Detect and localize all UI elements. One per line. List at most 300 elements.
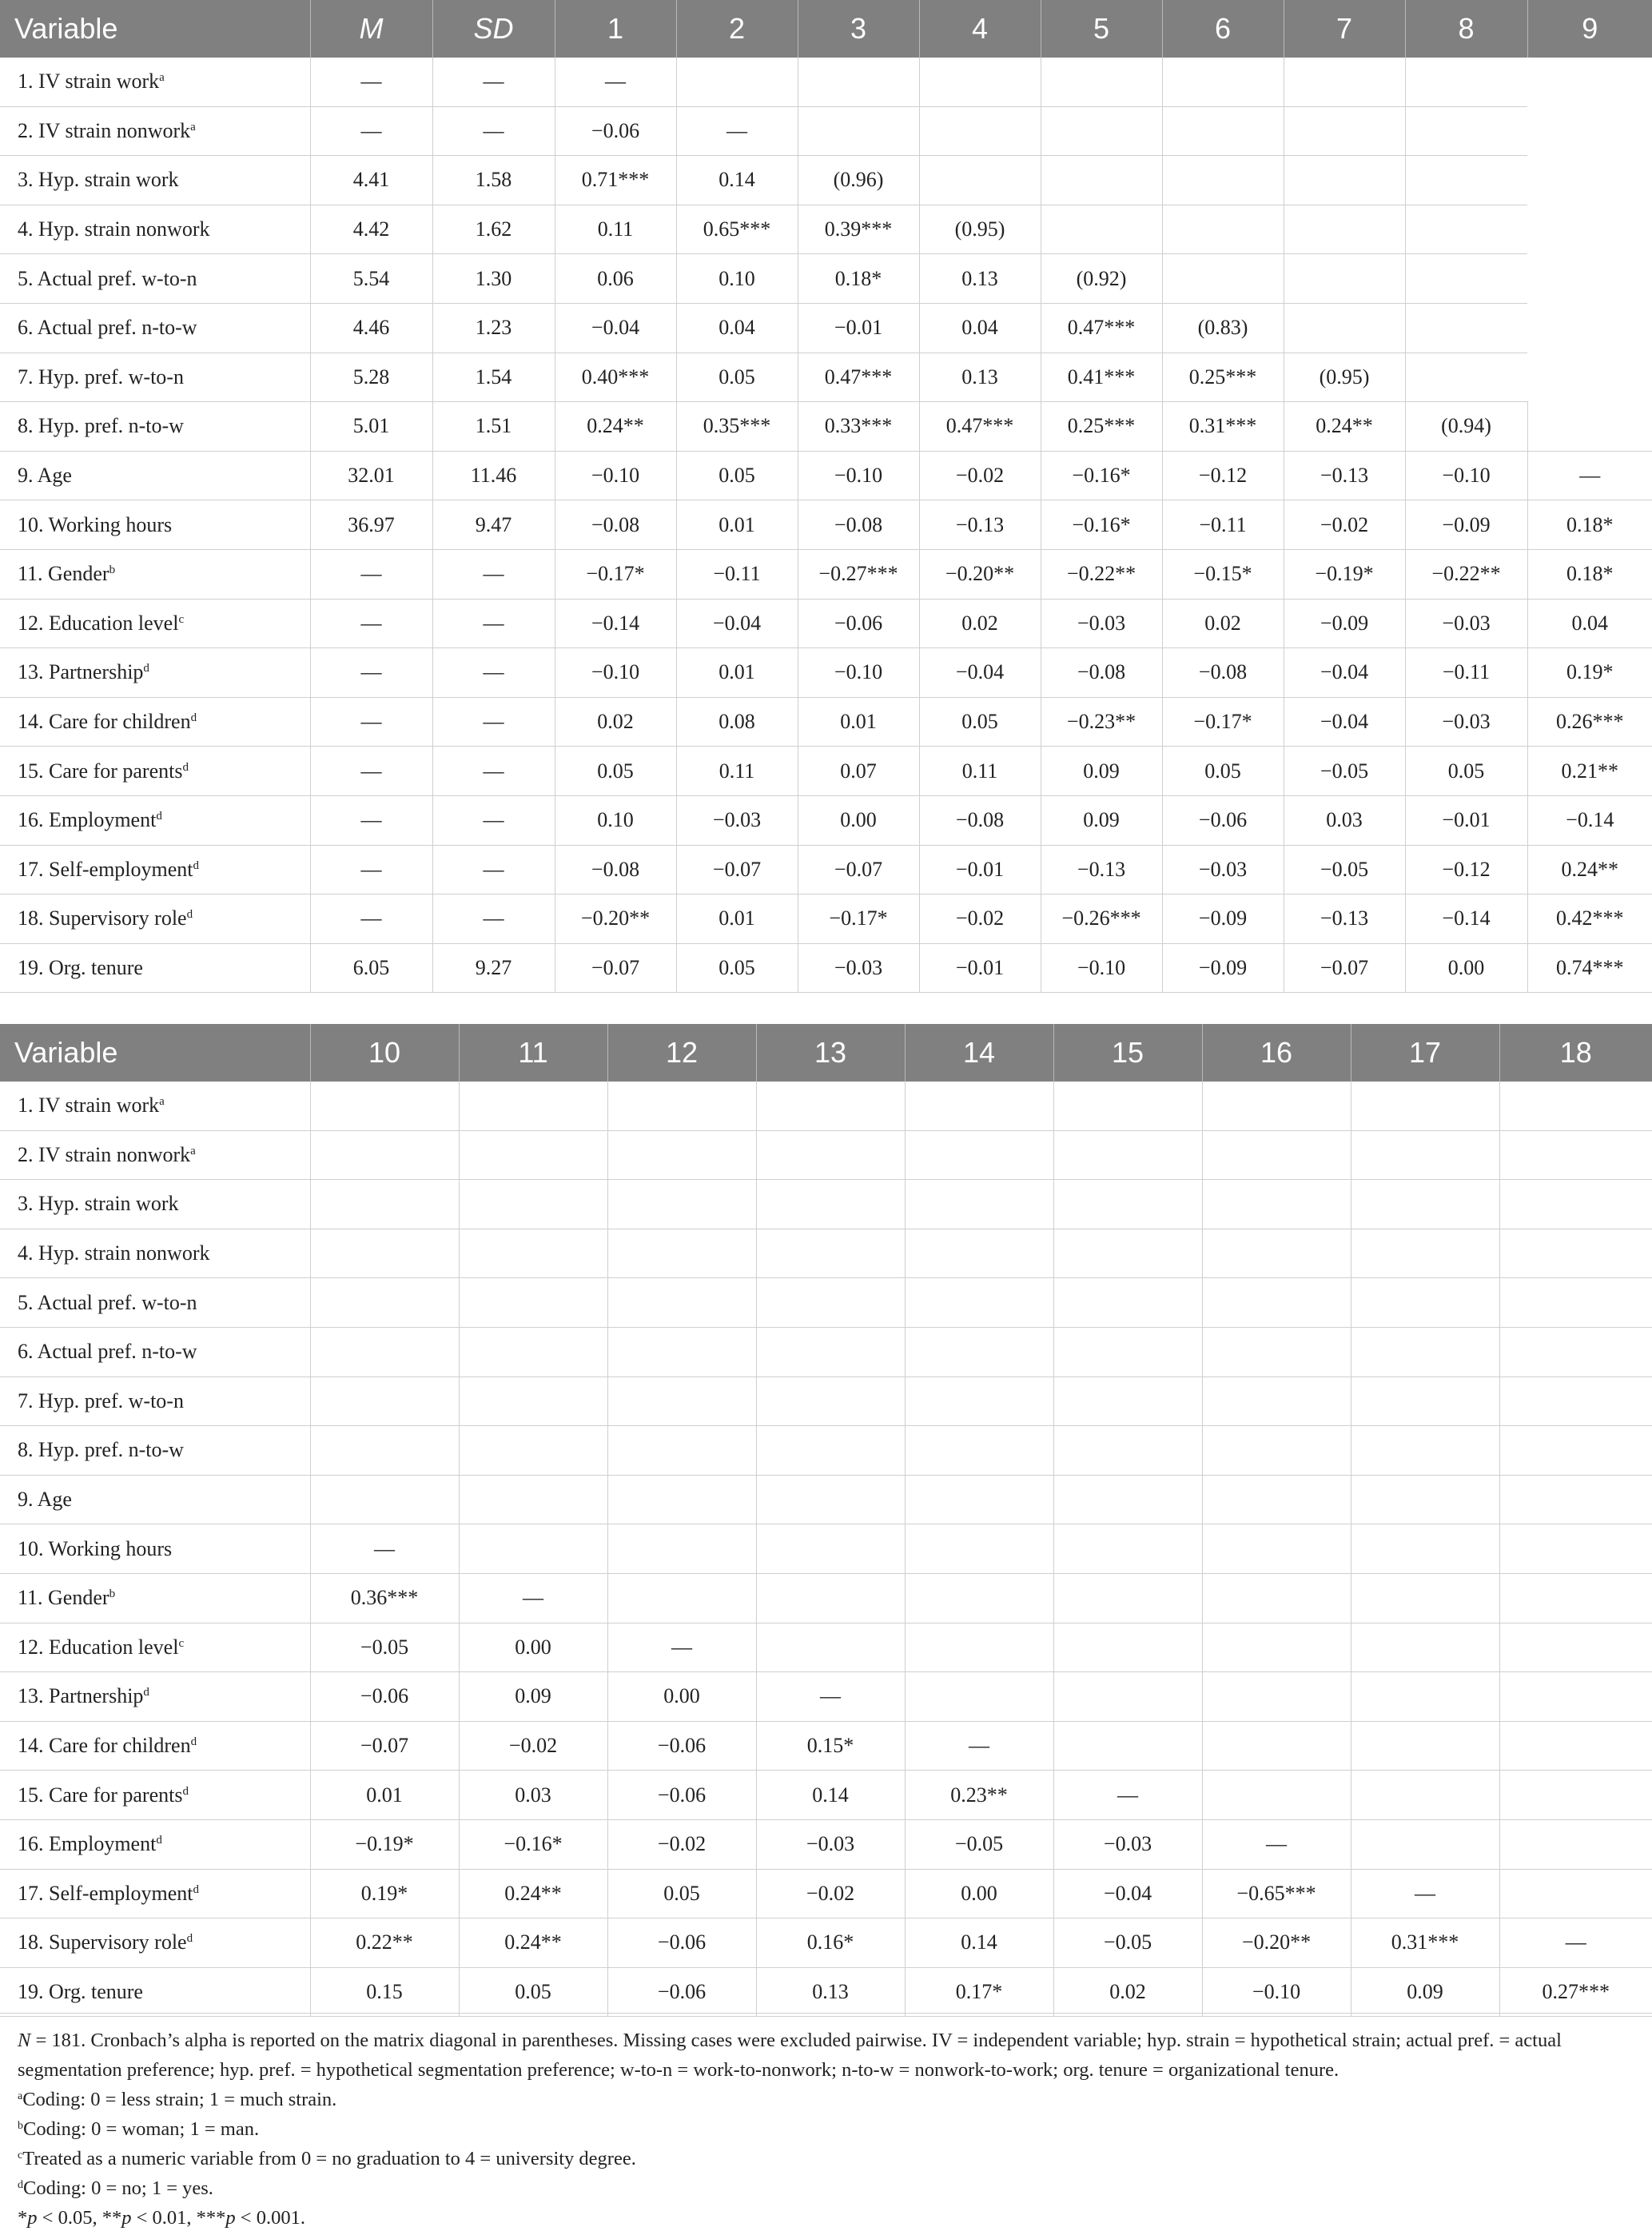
value-cell [1351,1819,1499,1869]
value-cell: 9.47 [432,500,555,550]
value-cell [1351,1327,1499,1376]
variable-name: 7. Hyp. pref. w-to-n [18,1388,184,1412]
value-cell: −0.01 [919,943,1041,993]
footnote-mark: a [159,1095,165,1109]
value-cell: −0.17* [798,894,919,944]
value-cell: −0.03 [1053,1819,1202,1869]
value-cell: −0.06 [607,1771,756,1820]
table-row [0,1082,1652,1130]
value-cell: −0.08 [919,795,1041,845]
value-cell [905,1130,1053,1180]
value-cell: 0.18* [1527,500,1652,550]
table-row [0,1524,1652,1574]
footnote-mark: c [178,612,185,626]
table-row [0,943,1652,993]
table-row [0,1721,1652,1771]
table-row [0,353,1652,402]
value-cell: −0.03 [1405,599,1527,648]
value-cell [1499,1771,1652,1820]
table-bottom-header [0,1024,1652,1082]
value-cell: 0.24** [459,1918,607,1968]
value-cell [1351,1376,1499,1426]
value-cell: (0.95) [919,205,1041,254]
value-cell: 0.74*** [1527,943,1652,993]
footnote-c [18,2144,1634,2173]
value-cell: −0.08 [798,500,919,550]
table-row [0,894,1652,944]
value-cell [1202,1229,1351,1278]
variable-name: 17. Self-employment [18,1881,193,1905]
value-cell: — [310,747,432,796]
footnote-mark: d [18,2179,23,2191]
footnote-mark: a [18,2090,23,2102]
column-header: M [310,0,432,58]
value-cell: −0.27*** [798,549,919,599]
value-cell [1202,1721,1351,1771]
value-cell [459,1130,607,1180]
value-cell: 9.27 [432,943,555,993]
value-cell [1162,205,1284,254]
table-row [0,1229,1652,1278]
value-cell: 1.23 [432,303,555,353]
value-cell [1162,254,1284,304]
value-cell [1053,1475,1202,1524]
value-cell [310,1426,459,1476]
table-row [0,402,1652,452]
value-cell [1202,1573,1351,1623]
value-cell: — [310,599,432,648]
value-cell: — [310,106,432,156]
variable-name-cell [0,254,310,304]
value-cell [607,1082,756,1130]
value-cell [1053,1229,1202,1278]
footnote-mark: d [186,908,193,922]
value-cell: (0.95) [1284,353,1405,402]
value-cell [1202,1278,1351,1328]
value-cell: −0.07 [310,1721,459,1771]
footnote-mark: b [109,1588,116,1601]
value-cell: −0.10 [1405,451,1527,500]
value-cell [607,1327,756,1376]
table-notes [18,2026,1634,2233]
footnote-mark: c [178,1636,185,1650]
column-header: 18 [1499,1024,1652,1082]
variable-name: 2. IV strain nonwork [18,1142,191,1166]
value-cell: −0.03 [798,943,919,993]
value-cell: 0.15* [756,1721,905,1771]
value-cell [1202,1180,1351,1229]
footnote-mark: c [18,2149,23,2161]
value-cell [310,1376,459,1426]
column-header: 4 [919,0,1041,58]
value-cell [1053,1426,1202,1476]
value-cell: −0.09 [1162,943,1284,993]
value-cell [1162,58,1284,106]
value-cell: −0.11 [676,549,798,599]
value-cell: 0.24** [1527,845,1652,894]
variable-name: 15. Care for parents [18,1783,183,1807]
value-cell: 0.41*** [1041,353,1162,402]
variable-name-cell [0,697,310,747]
value-cell [1351,1475,1499,1524]
variable-name: 2. IV strain nonwork [18,118,191,142]
table-row [0,1819,1652,1869]
variable-name: 15. Care for parents [18,759,183,783]
value-cell [905,1082,1053,1130]
value-cell: (0.96) [798,156,919,205]
value-cell [1053,1082,1202,1130]
variable-name: 3. Hyp. strain work [18,168,179,192]
value-cell [607,1376,756,1426]
value-cell: 1.54 [432,353,555,402]
value-cell: −0.10 [798,648,919,698]
value-cell [905,1475,1053,1524]
table-bottom-rule [0,2013,1652,2014]
value-cell [1499,1475,1652,1524]
variable-name: 11. Gender [18,562,109,586]
value-cell: — [432,58,555,106]
value-cell: −0.08 [555,500,676,550]
value-cell: (0.94) [1405,402,1527,452]
value-cell [607,1130,756,1180]
value-cell [1351,1180,1499,1229]
variable-name-cell [0,1623,310,1672]
value-cell: 0.09 [1041,747,1162,796]
value-cell: −0.14 [1405,894,1527,944]
table-row [0,1278,1652,1328]
value-cell [1499,1327,1652,1376]
footnote-mark: d [193,1882,200,1896]
value-cell: 0.65*** [676,205,798,254]
variable-name-cell [0,549,310,599]
value-cell: 0.31*** [1351,1918,1499,1968]
value-cell: 0.19* [1527,648,1652,698]
column-header: 17 [1351,1024,1499,1082]
value-cell: −0.07 [1284,943,1405,993]
value-cell: −0.09 [1284,599,1405,648]
table-row [0,1869,1652,1918]
variable-name: 11. Gender [18,1586,109,1610]
value-cell: (0.92) [1041,254,1162,304]
value-cell: 0.04 [919,303,1041,353]
value-cell: −0.11 [1405,648,1527,698]
value-cell: −0.01 [798,303,919,353]
footnote-mark: d [190,711,197,725]
value-cell: 0.47*** [1041,303,1162,353]
correlation-table-bottom [0,1024,1652,2017]
value-cell [459,1082,607,1130]
footnote-a [18,2085,1634,2114]
variable-name-cell [0,156,310,205]
footnote-b [18,2114,1634,2144]
value-cell [607,1278,756,1328]
value-cell: — [459,1573,607,1623]
value-cell [1202,1327,1351,1376]
value-cell: 0.00 [1405,943,1527,993]
value-cell [310,1130,459,1180]
value-cell [756,1426,905,1476]
value-cell: 0.05 [555,747,676,796]
value-cell: 0.13 [919,353,1041,402]
value-cell: −0.14 [555,599,676,648]
value-cell: −0.03 [1405,697,1527,747]
value-cell: 0.00 [905,1869,1053,1918]
column-header: SD [432,0,555,58]
value-cell: 0.47*** [919,402,1041,452]
variable-name: 6. Actual pref. n-to-w [18,1340,197,1364]
variable-name-cell [0,1327,310,1376]
value-cell: — [607,1623,756,1672]
value-cell [607,1524,756,1574]
value-cell [756,1623,905,1672]
value-cell: 0.23** [905,1771,1053,1820]
value-cell: 0.09 [459,1672,607,1722]
value-cell: — [432,747,555,796]
column-header: 11 [459,1024,607,1082]
value-cell: 0.24** [555,402,676,452]
value-cell: 0.04 [676,303,798,353]
value-cell [1162,156,1284,205]
value-cell: 0.14 [756,1771,905,1820]
value-cell [756,1475,905,1524]
value-cell: 36.97 [310,500,432,550]
value-cell [607,1475,756,1524]
value-cell: 0.71*** [555,156,676,205]
value-cell: −0.17* [555,549,676,599]
value-cell: −0.19* [310,1819,459,1869]
value-cell [1041,58,1162,106]
value-cell [756,1180,905,1229]
value-cell [1499,1672,1652,1722]
variable-name-cell [0,943,310,993]
value-cell: −0.06 [607,1918,756,1968]
value-cell: 0.02 [1162,599,1284,648]
variable-name: 14. Care for children [18,1734,191,1758]
value-cell: −0.20** [1202,1918,1351,1968]
value-cell: 0.05 [1162,747,1284,796]
value-cell: 0.47*** [798,353,919,402]
column-header: 6 [1162,0,1284,58]
variable-name: 12. Education level [18,1635,179,1659]
value-cell: 0.06 [555,254,676,304]
sig-threshold: < 0.01, [131,2207,197,2229]
value-cell: −0.16* [1041,451,1162,500]
variable-name: 1. IV strain work [18,1094,160,1118]
variable-name-cell [0,1869,310,1918]
value-cell [1351,1721,1499,1771]
sig-star: *** [196,2207,226,2229]
table-row [0,648,1652,698]
variable-name: 9. Age [18,1488,72,1512]
value-cell [905,1327,1053,1376]
value-cell: 0.11 [919,747,1041,796]
value-cell: — [432,599,555,648]
value-cell: 6.05 [310,943,432,993]
footnote-mark: d [182,1784,189,1798]
variable-name-cell [0,1426,310,1476]
value-cell: — [310,795,432,845]
table-row [0,1918,1652,1968]
value-cell: 0.05 [1405,747,1527,796]
variable-name: 10. Working hours [18,512,173,536]
value-cell [1351,1229,1499,1278]
variable-name-cell [0,303,310,353]
value-cell [1053,1573,1202,1623]
table-row [0,1771,1652,1820]
value-cell: — [432,106,555,156]
value-cell: 4.42 [310,205,432,254]
footnote-mark: b [18,2120,23,2132]
table-row [0,845,1652,894]
variable-name-cell [0,1819,310,1869]
value-cell: — [1351,1869,1499,1918]
value-cell [905,1524,1053,1574]
value-cell: −0.17* [1162,697,1284,747]
value-cell: 0.24** [459,1869,607,1918]
value-cell: −0.09 [1405,500,1527,550]
value-cell [1499,1180,1652,1229]
notes-main-text: = 181. Cronbach’s alpha is reported on the matrix diagonal in parentheses. Missing cases were excluded pairwise. IV = independent variable; hyp. strain = hypothetical strain; actual pref. = actual segmentation preference; hyp. pref. = hypothetical segmentation preference; w-to-n = work-to-nonwork; n-to-w = nonwork-to-work; org. tenure = organizational tenure. [18,2030,1562,2081]
value-cell: 5.01 [310,402,432,452]
value-cell [756,1524,905,1574]
value-cell: −0.02 [459,1721,607,1771]
value-cell [1284,303,1405,353]
variable-name-cell [0,1376,310,1426]
value-cell: −0.05 [1284,845,1405,894]
value-cell [1053,1672,1202,1722]
value-cell [1053,1180,1202,1229]
variable-name-cell [0,795,310,845]
table-bottom-body [0,1082,1652,2017]
value-cell [607,1426,756,1476]
value-cell: — [1202,1819,1351,1869]
table-row [0,58,1652,106]
value-cell [1351,1623,1499,1672]
value-cell [905,1426,1053,1476]
value-cell: 0.05 [919,697,1041,747]
variable-name-cell [0,1771,310,1820]
footnote-text: Coding: 0 = woman; 1 = man. [23,2118,260,2140]
table-row [0,747,1652,796]
variable-name-cell [0,1229,310,1278]
value-cell [310,1229,459,1278]
value-cell [1351,1130,1499,1180]
value-cell: −0.06 [798,599,919,648]
value-cell [1284,156,1405,205]
value-cell [1041,106,1162,156]
variable-name-cell [0,1082,310,1130]
value-cell: 5.28 [310,353,432,402]
value-cell: 0.27*** [1499,1967,1652,2017]
value-cell: −0.05 [310,1623,459,1672]
value-cell [1351,1524,1499,1574]
value-cell: 0.05 [459,1967,607,2017]
table-row [0,1376,1652,1426]
value-cell: −0.10 [1041,943,1162,993]
variable-name-cell [0,205,310,254]
value-cell: 0.01 [676,648,798,698]
value-cell [459,1524,607,1574]
value-cell [459,1376,607,1426]
value-cell [905,1278,1053,1328]
value-cell: — [676,106,798,156]
table-row [0,1623,1652,1672]
value-cell [459,1327,607,1376]
column-header: 7 [1284,0,1405,58]
table-row [0,795,1652,845]
value-cell [1284,106,1405,156]
value-cell: 0.11 [555,205,676,254]
value-cell [1405,353,1527,402]
value-cell: — [310,549,432,599]
value-cell: −0.08 [555,845,676,894]
value-cell: −0.07 [676,845,798,894]
value-cell [1405,58,1527,106]
value-cell [1202,1130,1351,1180]
value-cell: −0.09 [1162,894,1284,944]
variable-name-cell [0,599,310,648]
value-cell: −0.15* [1162,549,1284,599]
value-cell: −0.20** [555,894,676,944]
value-cell: −0.10 [1202,1967,1351,2017]
value-cell: −0.26*** [1041,894,1162,944]
value-cell: 1.58 [432,156,555,205]
value-cell: −0.16* [459,1819,607,1869]
value-cell: −0.02 [756,1869,905,1918]
value-cell [798,58,919,106]
column-header: 5 [1041,0,1162,58]
value-cell: 0.05 [676,451,798,500]
value-cell [756,1278,905,1328]
value-cell: 0.39*** [798,205,919,254]
variable-name: 19. Org. tenure [18,1979,143,2003]
value-cell [1284,205,1405,254]
value-cell: 0.14 [905,1918,1053,1968]
value-cell [1499,1130,1652,1180]
value-cell: 0.33*** [798,402,919,452]
value-cell [1405,303,1527,353]
variable-name: 13. Partnership [18,660,144,684]
value-cell: −0.03 [1041,599,1162,648]
column-header: 3 [798,0,919,58]
variable-name-cell [0,1130,310,1180]
value-cell [1351,1672,1499,1722]
table-row [0,549,1652,599]
table-row [0,1967,1652,2017]
value-cell [1053,1721,1202,1771]
table-row [0,1180,1652,1229]
value-cell: −0.22** [1041,549,1162,599]
value-cell: −0.13 [1284,894,1405,944]
value-cell: −0.10 [798,451,919,500]
value-cell: −0.01 [919,845,1041,894]
value-cell [1499,1623,1652,1672]
column-header: 14 [905,1024,1053,1082]
sig-threshold: < 0.001. [235,2207,305,2229]
value-cell: 0.35*** [676,402,798,452]
value-cell: — [432,549,555,599]
value-cell: (0.83) [1162,303,1284,353]
value-cell: 11.46 [432,451,555,500]
value-cell: 0.05 [676,943,798,993]
value-cell: −0.04 [919,648,1041,698]
value-cell: −0.02 [1284,500,1405,550]
value-cell: 0.01 [310,1771,459,1820]
value-cell [756,1376,905,1426]
sig-p: p [225,2207,236,2229]
value-cell [1041,156,1162,205]
variable-name: 7. Hyp. pref. w-to-n [18,365,184,388]
